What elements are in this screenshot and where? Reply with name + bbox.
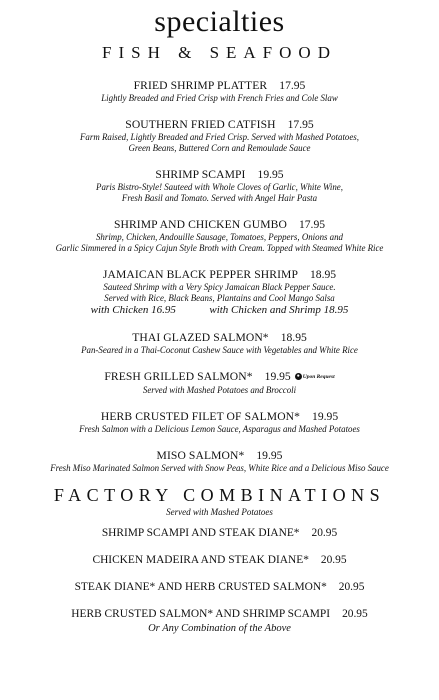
menu-item	[0, 267, 439, 317]
page-title: specialties	[154, 5, 285, 38]
menu-item	[0, 369, 439, 396]
item-price: 20.95	[338, 580, 365, 593]
item-name: HERB CRUSTED SALMON* AND SHRIMP SCAMPI	[71, 607, 331, 620]
item-description: Shrimp, Chicken, Andouille Sausage, Tomatoes, Peppers, Onions and Garlic Simmered in a Spicy Cajun Style Broth with Cream. Topped with Steamed White Rice	[55, 232, 384, 253]
item-description: Sauteed Shrimp with a Very Spicy Jamaican Black Pepper Sauce. Served with Rice, Black Beans, Plantains and Cool Mango Salsa	[103, 282, 336, 303]
item-name: HERB CRUSTED FILET OF SALMON*	[100, 409, 301, 423]
item-name: THAI GLAZED SALMON*	[132, 331, 269, 344]
item-options	[0, 304, 439, 317]
item-name: STEAK DIANE* AND HERB CRUSTED SALMON*	[74, 580, 327, 593]
item-description: Paris Bistro-Style! Sauteed with Whole Cloves of Garlic, White Wine, Fresh Basil and Tomato. Served with Angel Hair Pasta	[96, 182, 343, 203]
item-name: JAMAICAN BLACK PEPPER SHRIMP	[102, 268, 298, 281]
item-name: MISO SALMON*	[156, 448, 245, 462]
item-description: Fresh Salmon with a Delicious Lemon Sauce, Asparagus and Mashed Potatoes	[79, 423, 360, 434]
item-description: Lightly Breaded and Fried Crisp with French Fries and Cole Slaw	[101, 93, 338, 103]
menu-item	[0, 117, 439, 154]
item-name: SHRIMP AND CHICKEN GUMBO	[113, 218, 287, 231]
item-price: 20.95	[311, 526, 338, 539]
item-name: FRIED SHRIMP PLATTER	[133, 79, 268, 92]
item-price: 17.95	[287, 118, 314, 131]
item-description: Farm Raised, Lightly Breaded and Fried Crisp. Served with Mashed Potatoes, Green Beans, Buttered Corn and Remoulade Sauce	[80, 132, 359, 153]
item-name: SHRIMP SCAMPI AND STEAK DIANE*	[101, 526, 300, 539]
section-heading-fish-seafood: FISH & SEAFOOD	[102, 43, 337, 62]
upon-request-icon: ●	[296, 374, 300, 380]
option-label: with Chicken	[90, 304, 149, 316]
menu-item	[0, 448, 439, 474]
item-price: 19.95	[256, 448, 283, 462]
menu-item	[0, 78, 439, 104]
item-description: Fresh Miso Marinated Salmon Served with Snow Peas, White Rice and a Delicious Miso Sauce	[50, 462, 389, 473]
item-price: 20.95	[342, 607, 368, 620]
item-description: Served with Mashed Potatoes and Broccoli	[142, 384, 297, 395]
item-name: SHRIMP SCAMPI	[155, 168, 246, 181]
combo-item	[0, 607, 439, 622]
item-price: 18.95	[280, 331, 307, 344]
item-price: 18.95	[310, 268, 337, 281]
item-name: FRESH GRILLED SALMON*	[104, 370, 253, 383]
combo-item	[0, 553, 439, 568]
section-heading-factory-combinations: FACTORY COMBINATIONS	[53, 484, 386, 505]
item-price: 19.95	[312, 409, 339, 423]
combo-item	[0, 526, 439, 541]
option-price: 18.95	[323, 304, 349, 316]
item-price: 20.95	[320, 553, 347, 566]
item-description: Pan-Seared in a Thai-Coconut Cashew Sauce with Vegetables and White Rice	[81, 345, 358, 355]
menu-item	[0, 217, 439, 254]
item-name: CHICKEN MADEIRA AND STEAK DIANE*	[92, 553, 309, 566]
item-price: 17.95	[298, 218, 326, 231]
menu-item	[0, 167, 439, 204]
item-price: 17.95	[279, 79, 306, 92]
combo-item	[0, 580, 439, 595]
menu-item	[0, 409, 439, 435]
upon-request-badge: ● Upon Request	[296, 373, 335, 380]
combinations-list	[0, 526, 439, 622]
option-label: with Chicken and Shrimp	[209, 304, 321, 316]
item-price: 19.95	[264, 370, 291, 383]
menu-item	[0, 330, 439, 356]
option-price: 16.95	[151, 304, 176, 316]
item-price: 19.95	[257, 168, 284, 181]
fish-seafood-list	[0, 78, 439, 474]
item-name: SOUTHERN FRIED CATFISH	[125, 118, 276, 131]
combinations-subtitle: Served with Mashed Potatoes	[166, 506, 273, 517]
combinations-footer: Or Any Combination of the Above	[148, 622, 291, 634]
